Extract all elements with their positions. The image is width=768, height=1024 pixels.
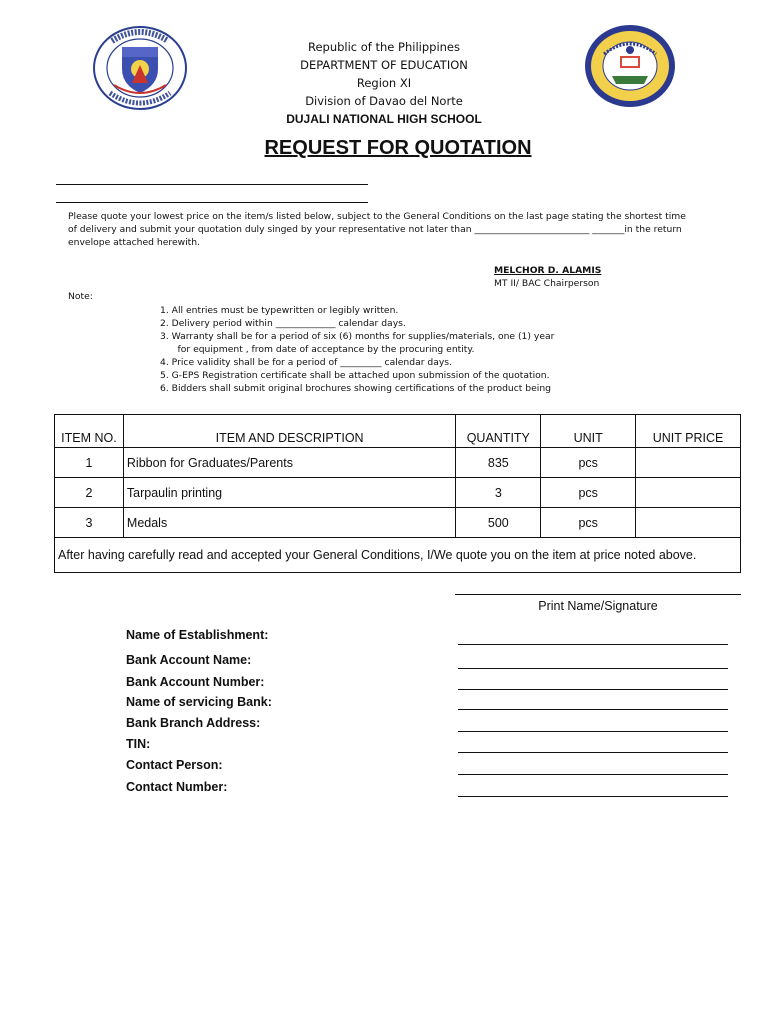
intro-line: envelope attached herewith. xyxy=(68,237,201,248)
field-line-establishment[interactable] xyxy=(458,644,728,645)
acceptance-statement: After having carefully read and accepted your General Conditions, I/We quote you on the item at price noted above. xyxy=(55,538,741,573)
note-item: 2. Delivery period within _____________ calendar days. xyxy=(160,318,406,329)
quantity-cell: 835 xyxy=(456,448,541,478)
field-label-tin: TIN: xyxy=(126,737,151,751)
signatory-position: MT II/ BAC Chairperson xyxy=(494,278,600,289)
field-line-tin[interactable] xyxy=(458,752,728,753)
table-footer-row xyxy=(55,538,741,573)
field-label-contact-person: Contact Person: xyxy=(126,758,223,772)
note-item: for equipment , from date of acceptance by the procuring entity. xyxy=(160,344,475,355)
field-label-establishment: Name of Establishment: xyxy=(126,628,269,642)
quantity-cell: 500 xyxy=(456,508,541,538)
unit-cell: pcs xyxy=(541,448,636,478)
field-label-bank-account-name: Bank Account Name: xyxy=(126,653,252,667)
table-row xyxy=(55,478,741,508)
field-line-bank-account-name[interactable] xyxy=(458,668,728,669)
note-item: 1. All entries must be typewritten or legibly written. xyxy=(160,305,399,316)
header-department: DEPARTMENT OF EDUCATION xyxy=(300,58,468,72)
field-label-branch-address: Bank Branch Address: xyxy=(126,716,261,730)
addressee-line-1 xyxy=(56,184,368,185)
field-line-contact-number[interactable] xyxy=(458,796,728,797)
note-item: 4. Price validity shall be for a period of _________ calendar days. xyxy=(160,357,453,368)
signatory-name: MELCHOR D. ALAMIS xyxy=(494,265,602,276)
unit-price-cell[interactable] xyxy=(636,508,741,538)
header-item-no: ITEM NO. xyxy=(55,415,124,448)
note-item: 6. Bidders shall submit original brochures showing certifications of the product being xyxy=(160,383,552,394)
field-line-branch-address[interactable] xyxy=(458,731,728,732)
unit-cell: pcs xyxy=(541,478,636,508)
item-no-cell: 1 xyxy=(55,448,124,478)
note-list xyxy=(160,304,720,395)
item-no-cell: 3 xyxy=(55,508,124,538)
table-row xyxy=(55,448,741,478)
field-label-contact-number: Contact Number: xyxy=(126,780,228,794)
table-header-row xyxy=(55,415,741,448)
item-description-cell: Tarpaulin printing xyxy=(123,478,455,508)
header-quantity: QUANTITY xyxy=(456,415,541,448)
field-line-bank-account-number[interactable] xyxy=(458,689,728,690)
item-description-cell: Ribbon for Graduates/Parents xyxy=(123,448,455,478)
document-title: REQUEST FOR QUOTATION xyxy=(264,137,532,159)
item-description-cell: Medals xyxy=(123,508,455,538)
field-line-servicing-bank[interactable] xyxy=(458,709,728,710)
field-label-servicing-bank: Name of servicing Bank: xyxy=(126,695,272,709)
note-label: Note: xyxy=(68,291,93,302)
quotation-table xyxy=(54,414,741,573)
note-item: 3. Warranty shall be for a period of six (6) months for supplies/materials, one (1) year xyxy=(160,331,555,342)
note-item: 5. G-EPS Registration certificate shall be attached upon submission of the quotation. xyxy=(160,370,550,381)
header-republic: Republic of the Philippines xyxy=(307,40,461,54)
intro-line: of delivery and submit your quotation duly singed by your representative not later than _________________________ _______in the return xyxy=(68,224,682,235)
intro-paragraph xyxy=(68,210,748,249)
header-school-name: DUJALI NATIONAL HIGH SCHOOL xyxy=(286,112,482,126)
quantity-cell: 3 xyxy=(456,478,541,508)
header-unit-price: UNIT PRICE xyxy=(636,415,741,448)
header-item-description: ITEM AND DESCRIPTION xyxy=(123,415,455,448)
intro-line: Please quote your lowest price on the item/s listed below, subject to the General Conditions on the last page stating the shortest time xyxy=(68,211,686,222)
item-no-cell: 2 xyxy=(55,478,124,508)
unit-cell: pcs xyxy=(541,508,636,538)
header-region: Region XI xyxy=(356,76,412,90)
table-row xyxy=(55,508,741,538)
header-unit: UNIT xyxy=(541,415,636,448)
addressee-line-2 xyxy=(56,202,368,203)
field-line-contact-person[interactable] xyxy=(458,774,728,775)
field-label-bank-account-number: Bank Account Number: xyxy=(126,675,265,689)
unit-price-cell[interactable] xyxy=(636,448,741,478)
signature-label: Print Name/Signature xyxy=(538,599,658,613)
signature-line[interactable] xyxy=(455,594,741,595)
unit-price-cell[interactable] xyxy=(636,478,741,508)
header-division: Division of Davao del Norte xyxy=(305,94,463,108)
